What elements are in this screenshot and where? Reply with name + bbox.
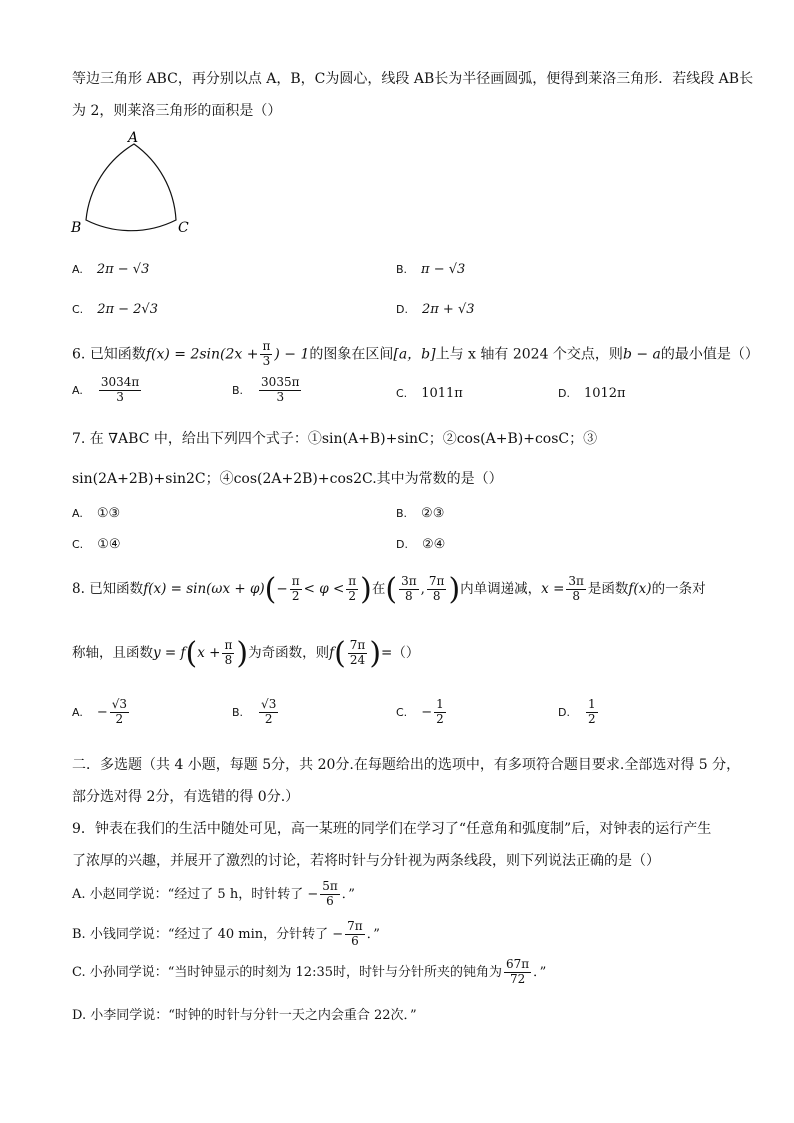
- q6-option-a[interactable]: [72, 376, 143, 405]
- q8-minus: −: [276, 581, 288, 597]
- q8-frac-i1: [399, 575, 419, 604]
- q6-post-func: ) − 1: [274, 346, 310, 363]
- q7-text-line1: 7. 在 ∇ABC 中，给出下列四个式子：①sin(A+B)+sinC；②cos(A+B)+cosC；③: [72, 431, 598, 447]
- frac-den: 3: [116, 389, 124, 404]
- frac-num: 3π: [568, 574, 584, 589]
- q6-expr: b − a: [622, 346, 661, 363]
- frac-num: 3034π: [100, 375, 140, 389]
- option-label: C.: [72, 538, 84, 551]
- frac-num: 67π: [506, 957, 530, 971]
- frac-den: 6: [326, 893, 334, 908]
- fig-label-b: B: [71, 220, 82, 236]
- q8-axis: 是函数: [587, 581, 629, 597]
- option-end: ．”: [533, 964, 547, 980]
- q6-func: f(x) = 2sin(2x +: [145, 346, 259, 363]
- q9-option-a[interactable]: [72, 880, 355, 909]
- option-text: 2π − √3: [96, 262, 150, 277]
- q8-option-c[interactable]: [396, 698, 448, 727]
- option-text: 1011π: [421, 386, 463, 401]
- q6-interval: [a，b]: [393, 346, 436, 363]
- q8-xplus: x +: [197, 645, 221, 661]
- q8-stem-line1: 8. 已知函数f(x) = sin(ωx + φ)(− $\frac{\pi}{2}$ < φ < $\frac{\pi}{2}$ )在( $\frac{3\pi}{8}$ , $\frac{7\pi}{8}$ )内单调递减，x = $\frac{3\pi}{8}$ 是函数f(x)的一条对: [72, 572, 706, 607]
- q8-option-b[interactable]: [232, 698, 280, 727]
- frac-num: π: [348, 574, 357, 589]
- option-frac: [259, 698, 278, 727]
- q8-xeq: x =: [541, 581, 565, 597]
- q8-line2a: 称轴，且函数: [72, 645, 153, 661]
- q8-frac-p: [222, 639, 234, 668]
- option-label: D.: [396, 538, 408, 551]
- q7-option-b[interactable]: [396, 506, 444, 521]
- q7-option-a[interactable]: [72, 506, 120, 521]
- option-end: ．”: [366, 926, 380, 942]
- option-frac: [110, 698, 129, 727]
- frac-num: 7π: [349, 638, 366, 653]
- q6-option-d[interactable]: [558, 386, 626, 401]
- frac-den: 2: [115, 711, 124, 726]
- option-text: π − √3: [421, 262, 466, 277]
- q8-stem-line2: 称轴，且函数y = f(x + $\frac{\pi}{8}$ )为奇函数，则f( $\frac{7\pi}{24}$ )=（）: [72, 636, 420, 671]
- option-frac: [434, 698, 446, 727]
- option-label: D.: [396, 303, 408, 316]
- option-text: A. 小赵同学说：“经过了 5 h，时针转了 −: [72, 886, 319, 902]
- option-label: A.: [72, 263, 83, 276]
- q5-option-d[interactable]: [396, 302, 475, 317]
- frac-num: 3π: [401, 574, 417, 589]
- option-text: ①③: [96, 506, 121, 521]
- option-text: 2π − 2√3: [97, 302, 158, 317]
- fig-label-c: C: [178, 220, 189, 236]
- q6-end: 的最小值是（）: [660, 346, 759, 363]
- q7-option-d[interactable]: [396, 537, 445, 552]
- frac-num: π: [224, 638, 233, 653]
- frac-den: 3: [262, 353, 271, 368]
- frac-num: π: [262, 339, 271, 353]
- option-label: C.: [72, 303, 84, 316]
- frac-den: 24: [349, 653, 366, 667]
- section2-heading-line1: 二．多选题（共 4 小题，每题 5分，共 20分.在每题给出的选项中，有多项符合题目要求.全部选对得 5 分，: [72, 757, 741, 773]
- reuleaux-triangle-figure: [68, 128, 198, 240]
- q8-pre: 已知函数: [89, 581, 144, 597]
- q7-text-line2: sin(2A+2B)+sin2C；④cos(2A+2B)+cos2C.其中为常数的是（）: [72, 471, 503, 487]
- q8-option-a[interactable]: [72, 698, 131, 727]
- q8-in: 在: [371, 581, 386, 597]
- option-text: ②③: [421, 506, 445, 521]
- frac-num: π: [291, 574, 300, 589]
- q8-cond: < φ <: [303, 581, 345, 597]
- frac-den: 2: [264, 711, 273, 726]
- option-end: ．”: [341, 886, 355, 902]
- frac-num: 5π: [322, 879, 338, 893]
- q8-frac-pi2b: [346, 575, 358, 604]
- fig-label-a: A: [128, 130, 139, 146]
- option-sign: −: [96, 704, 108, 720]
- frac-num: 7π: [428, 574, 445, 589]
- option-text: 2π + √3: [421, 302, 475, 317]
- frac-num: 1: [436, 697, 444, 711]
- option-label: C.: [396, 705, 408, 719]
- q8-option-d[interactable]: [558, 698, 600, 727]
- option-frac: [259, 376, 301, 405]
- q6-tail: 上与 x 轴有 2024 个交点，则: [435, 346, 623, 363]
- q8-fat: f: [329, 645, 335, 661]
- q8-frac-pi2: [290, 575, 302, 604]
- q8-frac-x: [566, 575, 586, 604]
- option-frac: [99, 376, 141, 405]
- q8-dec: 内单调递减，: [460, 581, 542, 597]
- frac-den: 2: [291, 589, 300, 603]
- q8-frac-a: [348, 639, 368, 668]
- section2-heading-line2: 部分选对得 2分，有选错的得 0分.）: [72, 789, 300, 805]
- q8-func: f(x) = sin(ωx + φ): [143, 581, 265, 597]
- q9-option-c[interactable]: [72, 958, 546, 987]
- q8-frac-i2: [427, 575, 447, 604]
- frac-den: 8: [432, 589, 441, 603]
- frac-den: 8: [224, 653, 233, 667]
- q6-option-c[interactable]: [396, 386, 463, 401]
- frac-den: 2: [348, 589, 357, 603]
- q6-mid: 的图象在区间: [309, 346, 394, 363]
- frac-num: √3: [261, 697, 277, 711]
- option-label: B.: [232, 705, 244, 719]
- option-label: A.: [72, 705, 83, 719]
- option-frac: [586, 698, 598, 727]
- option-text: ②④: [421, 537, 446, 552]
- q9-text-line1: 9．钟表在我们的生活中随处可见，高一某班的同学们在学习了“任意角和弧度制”后，对钟表的运行产生: [72, 821, 712, 837]
- q5-text-line1: 等边三角形 ABC，再分别以点 A，B，C为圆心，线段 AB长为半径画圆弧，便得到莱洛三角形．若线段 AB长: [72, 71, 754, 87]
- q9-text-line2: 了浓厚的兴趣，并展开了激烈的讨论，若将时针与分针视为两条线段，则下列说法正确的是（）: [72, 853, 660, 869]
- frac-den: 3: [276, 389, 285, 404]
- frac-num: 7π: [347, 919, 363, 933]
- q7-option-c[interactable]: [72, 537, 121, 552]
- q5-option-c[interactable]: [72, 302, 158, 317]
- q8-eqq: =（）: [381, 645, 420, 661]
- frac-den: 2: [436, 711, 444, 726]
- option-label: A.: [72, 383, 83, 397]
- q6-option-b[interactable]: [232, 376, 303, 405]
- option-label: C.: [396, 387, 408, 400]
- option-label: D.: [558, 705, 570, 719]
- frac-den: 2: [587, 711, 596, 726]
- frac-num: 1: [587, 697, 596, 711]
- q6-number: 6.: [72, 346, 86, 363]
- option-text: B. 小钱同学说：“经过了 40 min，分针转了 −: [72, 926, 344, 942]
- q5-option-a[interactable]: [72, 262, 149, 277]
- option-label: A.: [72, 507, 83, 520]
- q6-stem: [72, 340, 759, 369]
- option-text: ①④: [97, 537, 121, 552]
- frac-num: 3035π: [261, 375, 300, 389]
- frac-den: 6: [351, 933, 359, 948]
- frac-num: √3: [111, 697, 128, 711]
- q5-option-b[interactable]: [396, 262, 465, 277]
- option-label: B.: [396, 263, 408, 276]
- frac-den: 72: [509, 971, 526, 986]
- frac-den: 8: [405, 589, 413, 603]
- option-label: B.: [396, 507, 408, 520]
- q9-option-d[interactable]: D. 小李同学说：“时钟的时针与分针一天之内会重合 22次．”: [72, 1008, 417, 1023]
- q6-pre: 已知函数: [89, 346, 146, 363]
- option-label: D.: [558, 387, 570, 400]
- q8-yeq: y = f: [153, 645, 186, 661]
- option-text: 1012π: [583, 386, 626, 401]
- q8-odd: 为奇函数，则: [248, 645, 330, 661]
- q8-fx: f(x): [628, 581, 652, 597]
- frac-den: 8: [572, 589, 580, 603]
- q9-option-b[interactable]: [72, 920, 380, 949]
- q8-one-axis: 的一条对: [651, 581, 706, 597]
- option-sign: −: [421, 704, 433, 720]
- option-text: C. 小孙同学说：“当时钟显示的时刻为 12:35时，时针与分针所夹的钝角为: [72, 964, 502, 980]
- option-frac: [345, 920, 365, 949]
- q8-number: 8.: [72, 581, 85, 597]
- option-label: B.: [232, 383, 244, 397]
- q5-text-line2: 为 2，则莱洛三角形的面积是（）: [72, 103, 282, 119]
- q6-frac: [260, 340, 272, 369]
- option-frac: [320, 880, 340, 909]
- option-frac: [504, 958, 531, 987]
